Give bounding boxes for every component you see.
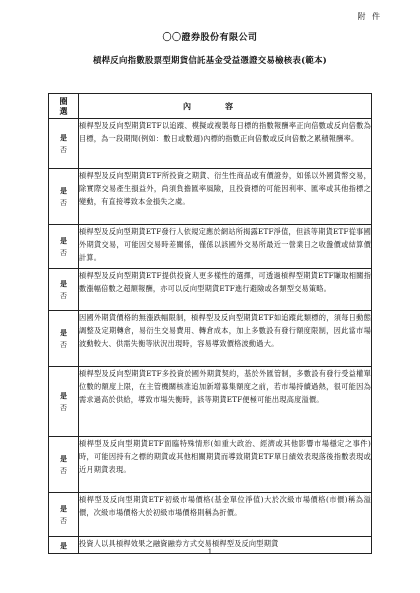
yes-option[interactable]: 是	[60, 503, 67, 513]
yes-option[interactable]: 是	[60, 235, 67, 245]
page-number: 1	[207, 548, 213, 556]
row-content: 投資人以具槓桿效果之融資融券方式交易槓桿型及反向型期貨	[79, 537, 372, 554]
form-title: 槓桿反向指數股票型期貨信託基金受益憑證交易檢核表(範本)	[92, 55, 328, 65]
row-content: 槓桿型及反向型期貨ETF所投資之期貨、衍生性商品或有價證券，如係以外國貨幣交易，除實際交易產生損益外，尚須負擔匯率風險，且投資標的可能因利率、匯率或其他指標之變動，有直接導致本金損失之虞。	[79, 169, 372, 225]
checklist-table	[48, 93, 372, 554]
attachment-label: 附 件	[357, 12, 382, 21]
table-row	[49, 311, 372, 367]
no-option[interactable]: 否	[60, 248, 67, 257]
yes-no-choice[interactable]	[49, 119, 79, 169]
header-check-column	[49, 94, 79, 119]
yes-option[interactable]: 是	[60, 453, 67, 463]
table-row	[49, 269, 372, 311]
no-option[interactable]: 否	[60, 198, 67, 207]
header-content-column: 內容	[79, 94, 372, 119]
yes-no-choice[interactable]	[49, 311, 79, 367]
row-content: 槓桿型及反向型期貨ETF提供投資人更多樣性的選擇，可透過槓桿型期貨ETF賺取相關指數漲幅倍數之超額報酬，亦可以反向型期貨ETF進行避險或各類型交易策略。	[79, 269, 372, 311]
table-row	[49, 169, 372, 225]
no-option[interactable]: 否	[60, 291, 67, 300]
row-content: 槓桿型及反向型期貨ETF多投資於國外期貨契約，基於外匯管制，多數設有發行受益權單位數的額度上限，在主管機關核准追加新增募集額度之前，若市場持續過熱，很可能因為需求過高於供給，導致市場失衡時，該等期貨ETF便極可能出現高度溢價。	[79, 367, 372, 437]
yes-no-choice[interactable]	[49, 493, 79, 537]
table-row	[49, 225, 372, 269]
table-row	[49, 437, 372, 493]
table-row	[49, 119, 372, 169]
no-option[interactable]: 否	[60, 403, 67, 412]
no-option[interactable]: 否	[60, 466, 67, 475]
table-row	[49, 367, 372, 437]
yes-option[interactable]: 是	[60, 327, 67, 337]
yes-no-choice[interactable]	[49, 437, 79, 493]
yes-option[interactable]: 是	[60, 278, 67, 288]
table-header-row	[49, 94, 372, 119]
no-option[interactable]: 否	[60, 145, 67, 154]
yes-no-choice[interactable]	[49, 367, 79, 437]
yes-option[interactable]: 是	[60, 185, 67, 195]
yes-no-choice[interactable]	[49, 269, 79, 311]
yes-option[interactable]: 是	[60, 390, 67, 400]
row-content: 槓桿型及反向型期貨ETF初級市場價格(基金單位淨值)大於次級市場價格(市價)稱為溢價，次級市場價格大於初級市場價格則稱為折價。	[79, 493, 372, 537]
no-option[interactable]: 否	[60, 516, 67, 525]
company-name: 〇〇證券股份有限公司	[162, 33, 258, 43]
yes-no-choice[interactable]	[49, 169, 79, 225]
table-row	[49, 493, 372, 537]
header-check-char: 選	[59, 106, 68, 116]
row-content: 槓桿型及反向型期貨ETF面臨特殊情形(如重大政治、經濟或其他影響市場穩定之事件)時，可能因持有之標的期貨或其他相關期貨而導致期貨ETF單日績效表現落後指數表現或近月期貨表現。	[79, 437, 372, 493]
yes-no-choice[interactable]	[49, 225, 79, 269]
no-option[interactable]: 否	[60, 340, 67, 349]
row-content: 因國外期貨價格的無漲跌幅限制，槓桿型及反向型期貨ETF如追蹤此類標的，須每日動態調整及定期轉倉，易衍生交易費用、轉倉成本，加上多數設有發行額度限制，因此當市場波動較大、供需失衡等狀況出現時，容易導致價格波動過大。	[79, 311, 372, 367]
row-content: 槓桿型及反向型期貨ETF以追蹤、模擬或複製每日標的指數報酬率正向倍數或反向倍數為目標，為一段期間(例如：數日或數週)內標的指數正向倍數或反向倍數之累積報酬率。	[79, 119, 372, 169]
yes-option[interactable]: 是	[60, 540, 67, 550]
row-content: 槓桿型及反向型期貨ETF發行人依規定應於網站所揭露ETF淨值，但該等期貨ETF從事國外期貨交易，可能因交易時差關係，僅係以該國外交易所最近一營業日之收盤價或結算價計算。	[79, 225, 372, 269]
header-check-char: 圈	[59, 96, 68, 106]
yes-option[interactable]: 是	[60, 132, 67, 142]
